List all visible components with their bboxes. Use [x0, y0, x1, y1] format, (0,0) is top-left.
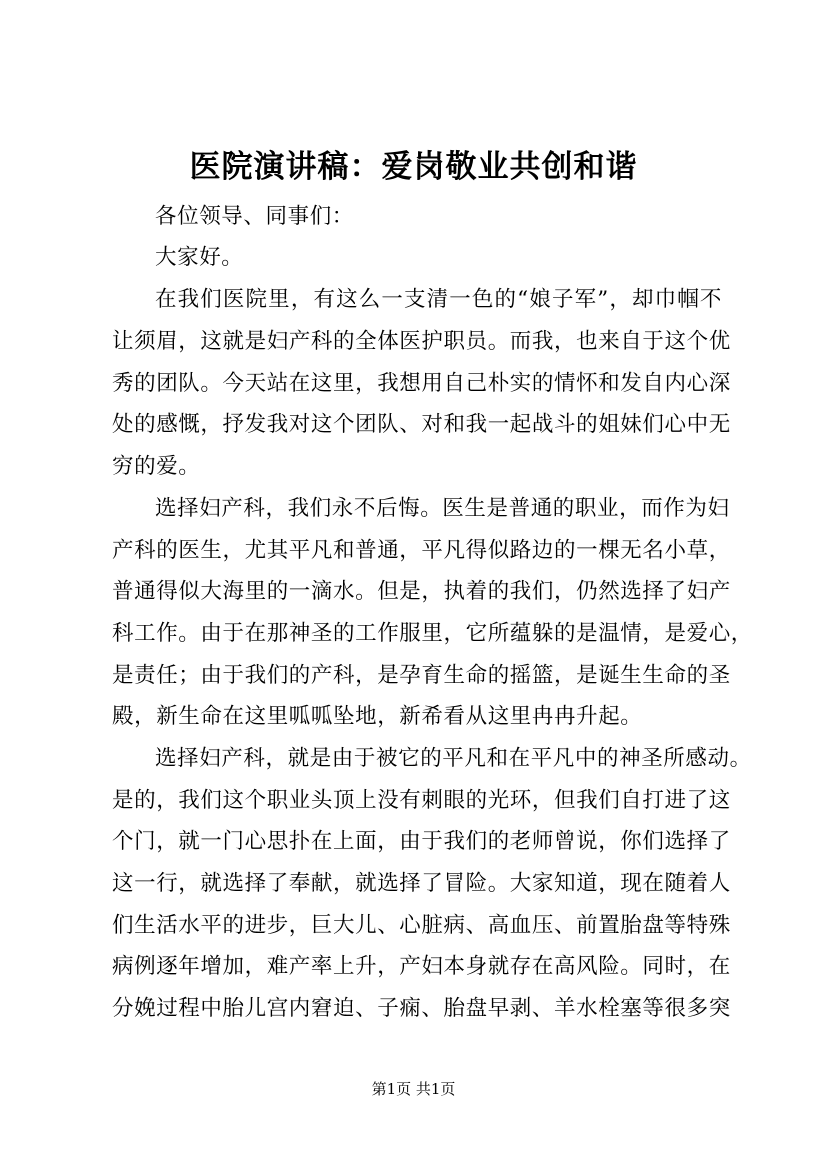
paragraph-line: 普通得似大海里的一滴水。但是，执着的我们，仍然选择了妇产 — [112, 579, 731, 604]
paragraph-line: 让须眉，这就是妇产科的全体医护职员。而我，也来自于这个优 — [112, 329, 731, 354]
paragraph-line: 是的，我们这个职业头顶上没有刺眼的光环，但我们自打进了这 — [112, 788, 731, 813]
document-title: 医院演讲稿：爱岗敬业共创和谐 — [189, 149, 638, 185]
paragraph-line: 在我们医院里，有这么一支清一色的“娘子军”，却巾帼不 — [155, 287, 722, 312]
paragraph-line: 产科的医生，尤其平凡和普通，平凡得似路边的一棵无名小草， — [112, 538, 731, 563]
paragraph-line: 是责任；由于我们的产科，是孕育生命的摇篮，是诞生生命的圣 — [112, 663, 731, 688]
paragraph-line: 个门，就一门心思扑在上面，由于我们的老师曾说，你们选择了 — [112, 829, 731, 854]
paragraph-line: 分娩过程中胎儿宫内窘迫、子痫、胎盘早剥、羊水栓塞等很多突 — [112, 996, 731, 1021]
paragraph-line: 秀的团队。今天站在这里，我想用自己朴实的情怀和发自内心深 — [112, 371, 731, 396]
paragraph-line: 们生活水平的进步，巨大儿、心脏病、高血压、前置胎盘等特殊 — [112, 913, 731, 938]
page-number-footer: 第1页 共1页 — [371, 1080, 456, 1098]
paragraph-line: 处的感慨，抒发我对这个团队、对和我一起战斗的姐妹们心中无 — [112, 412, 731, 437]
paragraph-line: 这一行，就选择了奉献，就选择了冒险。大家知道，现在随着人 — [112, 871, 731, 896]
paragraph-line: 科工作。由于在那神圣的工作服里，它所蕴躲的是温情，是爱心， — [112, 621, 753, 646]
greeting-line: 大家好。 — [155, 245, 244, 270]
paragraph-line: 选择妇产科，就是由于被它的平凡和在平凡中的神圣所感动。 — [155, 746, 752, 771]
paragraph-line: 选择妇产科，我们永不后悔。医生是普通的职业，而作为妇 — [155, 496, 730, 521]
paragraph-line: 穷的爱。 — [112, 454, 201, 479]
salutation-line: 各位领导、同事们： — [155, 204, 354, 229]
paragraph-line: 病例逐年增加，难产率上升，产妇本身就存在高风险。同时，在 — [112, 954, 731, 979]
paragraph-line: 殿，新生命在这里呱呱坠地，新希看从这里冉冉升起。 — [112, 704, 643, 729]
